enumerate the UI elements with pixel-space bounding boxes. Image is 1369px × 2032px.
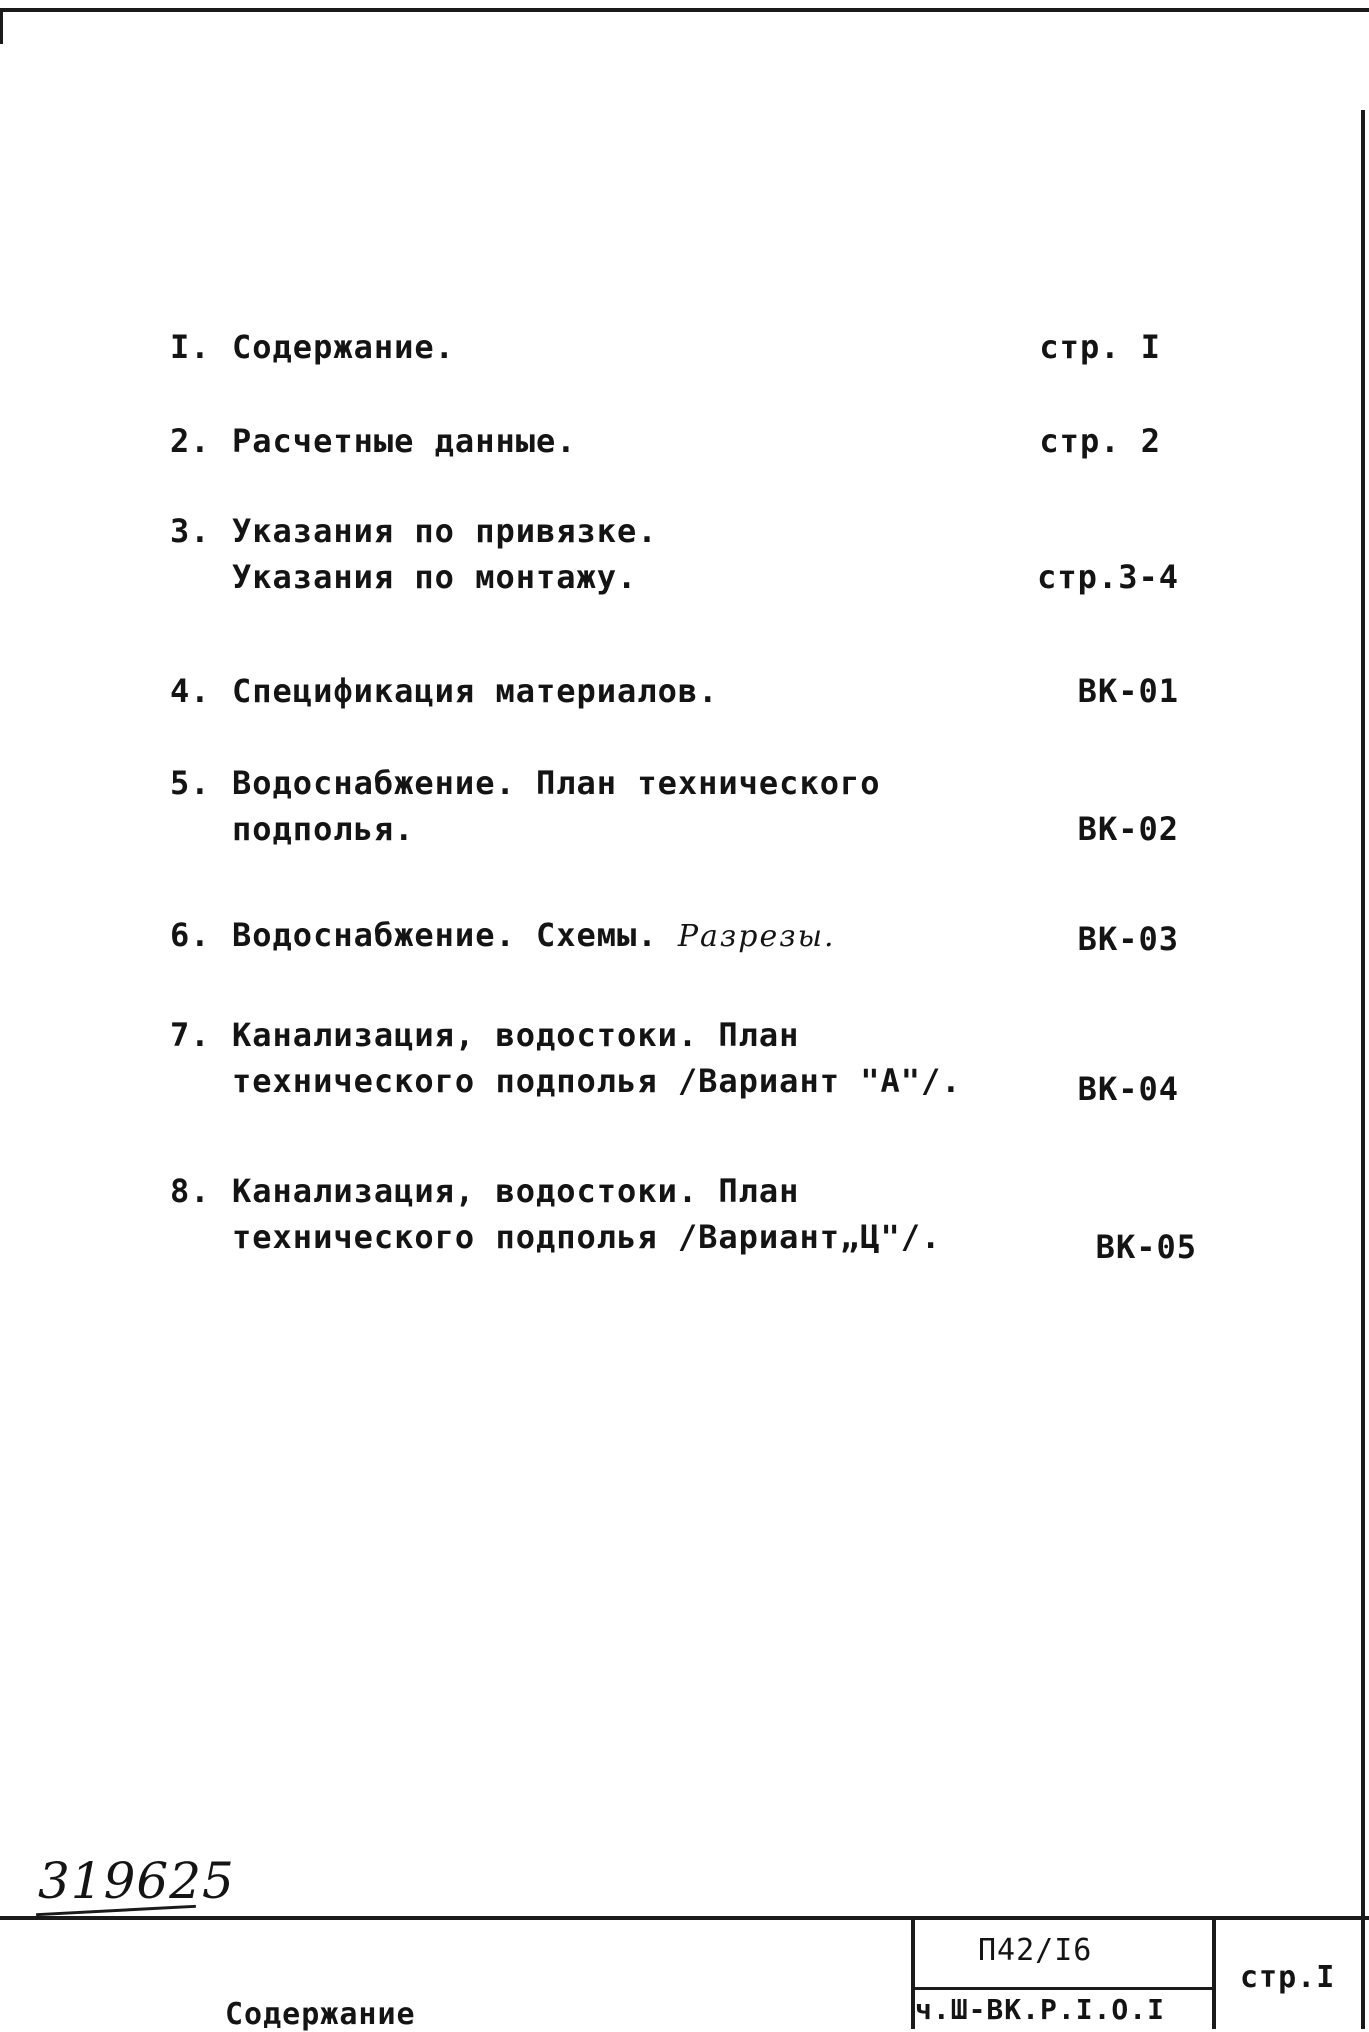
item-title-line-2: Указания по монтажу. — [232, 558, 638, 596]
item-title — [232, 916, 836, 954]
item-page-ref: стр. I — [1039, 328, 1161, 366]
part-code: ч.Ш-ВК.Р.I.О.I — [915, 1993, 1166, 2026]
item-number: 6. — [170, 916, 211, 954]
item-number: 7. — [170, 1016, 211, 1054]
title-block-divider-2 — [1212, 1916, 1216, 2029]
item-title: Спецификация материалов. — [232, 672, 719, 710]
item-title-line-1: Водоснабжение. План технического — [232, 764, 881, 802]
item-page-ref: стр.3-4 — [1037, 558, 1179, 596]
item-number: I. — [170, 328, 211, 366]
item-title-line-1: Канализация, водостоки. План — [232, 1016, 800, 1054]
item-title-line-2: технического подполья /Вариант "А"/. — [232, 1062, 962, 1100]
title-block-row-divider — [911, 1987, 1216, 1990]
item-number: 8. — [170, 1172, 211, 1210]
sheet-page-number: стр.I — [1240, 1960, 1336, 1995]
item-number: 4. — [170, 672, 211, 710]
item-number: 2. — [170, 422, 211, 460]
item-number: 3. — [170, 512, 211, 550]
handwritten-archive-number: 319625 — [38, 1852, 235, 1910]
item-page-ref: стр. 2 — [1039, 422, 1161, 460]
project-code: П42/I6 — [978, 1933, 1093, 1968]
item-title-line-1: Канализация, водостоки. План — [232, 1172, 800, 1210]
item-title: Расчетные данные. — [232, 422, 577, 460]
item-title-typed: Водоснабжение. Схемы. — [232, 916, 658, 954]
item-title-line-1: Указания по привязке. — [232, 512, 658, 550]
sheet-title: Содержание — [225, 1997, 416, 2032]
item-page-ref: ВК-02 — [1077, 810, 1179, 848]
item-title: Содержание. — [232, 328, 455, 366]
item-page-ref: ВК-01 — [1077, 672, 1179, 710]
item-number: 5. — [170, 764, 211, 802]
handwritten-addition: Разрезы. — [677, 919, 836, 954]
title-block-top-border — [0, 1916, 1369, 1920]
item-title-line-2: технического подполья /Вариант„Ц"/. — [232, 1218, 942, 1256]
item-page-ref: ВК-03 — [1077, 920, 1179, 958]
item-page-ref: ВК-04 — [1077, 1070, 1179, 1108]
item-title-line-2: подполья. — [232, 810, 415, 848]
item-page-ref: ВК-05 — [1095, 1228, 1197, 1266]
